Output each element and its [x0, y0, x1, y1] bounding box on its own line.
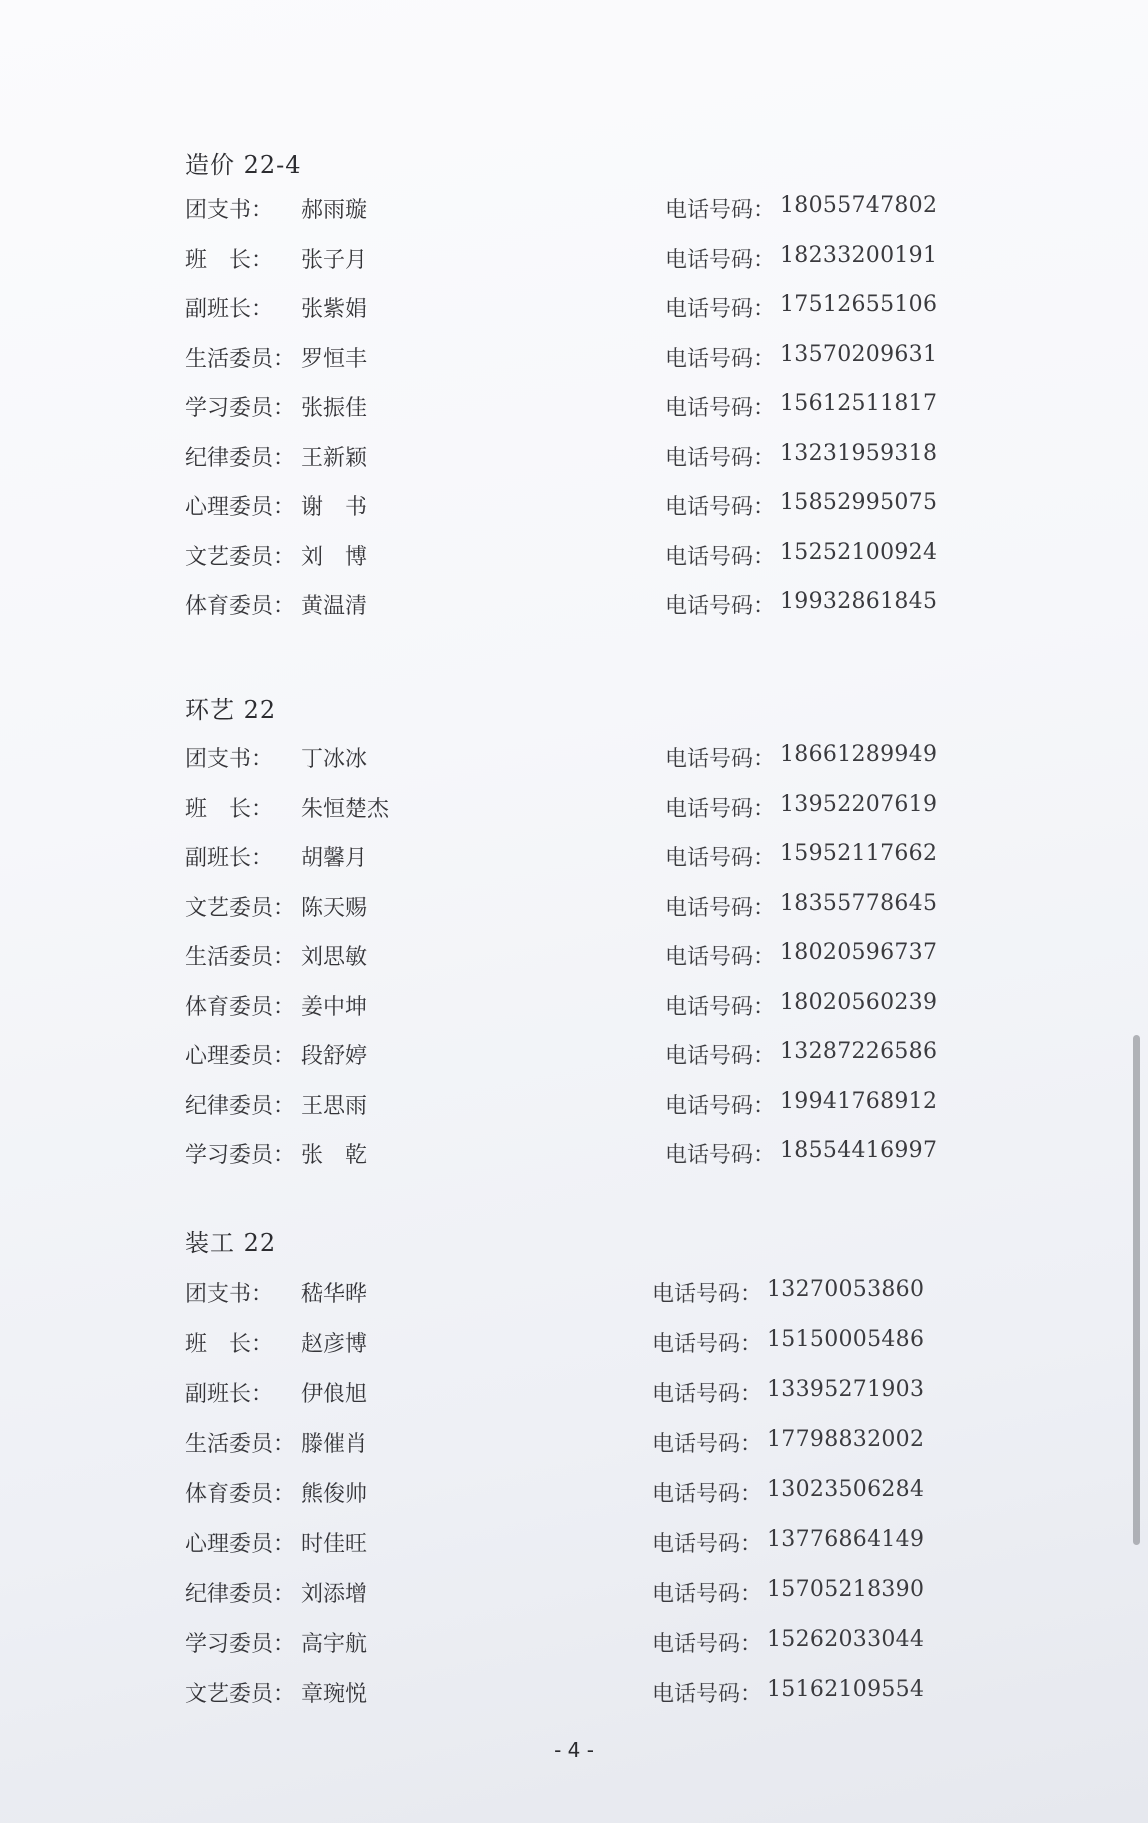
person-name: 高宇航 [301, 1632, 368, 1657]
contact-row [185, 891, 985, 925]
person-name: 王思雨 [301, 1093, 368, 1119]
phone-label: 电话号码： [665, 544, 776, 570]
person-name: 伊俍旭 [301, 1382, 368, 1407]
contact-row [185, 990, 985, 1024]
person-name: 熊俊帅 [301, 1482, 368, 1507]
phone-label: 电话号码： [652, 1582, 763, 1607]
person-name: 姜中坤 [301, 994, 368, 1020]
phone-label: 电话号码： [652, 1382, 763, 1407]
person-name: 嵇华晔 [301, 1282, 368, 1307]
person-name: 朱恒楚杰 [301, 796, 390, 822]
phone-number: 13231959318 [780, 440, 938, 466]
contact-row [185, 742, 985, 776]
person-name: 刘添增 [301, 1582, 368, 1607]
phone-number: 13570209631 [780, 341, 938, 367]
phone-label: 电话号码： [652, 1682, 763, 1707]
contact-row [185, 1327, 985, 1361]
phone-number: 13270053860 [767, 1277, 925, 1302]
contact-row [185, 243, 985, 277]
role-label: 团支书： [185, 198, 274, 223]
role-label: 班 长： [185, 247, 274, 273]
phone-label: 电话号码： [665, 396, 776, 421]
person-name: 刘思敏 [301, 945, 368, 970]
contact-row [185, 490, 985, 524]
role-label: 学习委员： [185, 1143, 296, 1168]
phone-label: 电话号码： [665, 247, 776, 273]
role-label: 副班长： [185, 846, 274, 871]
contact-row [185, 1277, 985, 1311]
contact-row [185, 1039, 985, 1073]
contact-row [185, 841, 985, 875]
person-name: 陈天赐 [301, 895, 368, 921]
role-label: 心理委员： [185, 1044, 296, 1069]
contact-row [185, 1377, 985, 1411]
phone-label: 电话号码： [665, 445, 776, 471]
page-number: - 4 - [554, 1738, 594, 1762]
role-label: 纪律委员： [185, 1093, 296, 1119]
role-label: 文艺委员： [185, 544, 296, 570]
role-label: 团支书： [185, 1282, 274, 1307]
person-name: 赵彦博 [301, 1332, 368, 1357]
phone-label: 电话号码： [652, 1632, 763, 1657]
person-name: 王新颖 [301, 445, 368, 471]
contact-row [185, 1677, 985, 1711]
phone-number: 15612511817 [780, 391, 938, 416]
role-label: 团支书： [185, 747, 274, 772]
contact-row [185, 792, 985, 826]
contact-row [185, 1627, 985, 1661]
phone-number: 18554416997 [780, 1138, 938, 1163]
role-label: 文艺委员： [185, 1682, 296, 1707]
phone-label: 电话号码： [652, 1532, 763, 1557]
phone-label: 电话号码： [665, 1143, 776, 1168]
phone-number: 13395271903 [767, 1377, 925, 1402]
section-title: 装工 22 [185, 1229, 277, 1257]
contact-row [185, 292, 985, 326]
phone-number: 13023506284 [767, 1477, 925, 1502]
role-label: 体育委员： [185, 1482, 296, 1507]
role-label: 纪律委员： [185, 1582, 296, 1607]
phone-label: 电话号码： [665, 346, 776, 372]
contact-row [185, 1138, 985, 1172]
contact-row [185, 1427, 985, 1461]
phone-label: 电话号码： [652, 1282, 763, 1307]
phone-label: 电话号码： [665, 747, 776, 772]
phone-number: 18233200191 [780, 242, 938, 268]
phone-label: 电话号码： [665, 846, 776, 871]
person-name: 胡馨月 [301, 846, 368, 871]
phone-number: 19932861845 [780, 589, 938, 614]
person-name: 章琬悦 [301, 1682, 368, 1707]
role-label: 副班长： [185, 1382, 274, 1407]
phone-number: 15150005486 [767, 1327, 925, 1352]
phone-number: 19941768912 [780, 1088, 938, 1114]
phone-label: 电话号码： [665, 1093, 776, 1119]
phone-label: 电话号码： [665, 297, 776, 322]
phone-number: 18020560239 [780, 989, 938, 1015]
person-name: 张子月 [301, 247, 368, 273]
phone-label: 电话号码： [652, 1332, 763, 1357]
phone-label: 电话号码： [665, 495, 776, 520]
role-label: 生活委员： [185, 945, 296, 970]
phone-label: 电话号码： [665, 594, 776, 619]
role-label: 文艺委员： [185, 895, 296, 921]
contact-row [185, 1089, 985, 1123]
role-label: 班 长： [185, 796, 274, 822]
contact-row [185, 441, 985, 475]
role-label: 学习委员： [185, 396, 296, 421]
phone-number: 15162109554 [767, 1677, 925, 1702]
contact-row [185, 940, 985, 974]
role-label: 生活委员： [185, 346, 296, 372]
phone-label: 电话号码： [665, 994, 776, 1020]
person-name: 罗恒丰 [301, 346, 368, 372]
phone-number: 18055747802 [780, 193, 938, 218]
section-title: 造价 22-4 [185, 151, 302, 179]
role-label: 班 长： [185, 1332, 274, 1357]
person-name: 刘 博 [301, 544, 368, 570]
phone-label: 电话号码： [665, 945, 776, 970]
role-label: 心理委员： [185, 495, 296, 520]
phone-number: 15852995075 [780, 490, 938, 515]
phone-number: 15262033044 [767, 1627, 925, 1652]
phone-label: 电话号码： [665, 796, 776, 822]
phone-number: 18661289949 [780, 742, 938, 767]
person-name: 滕催肖 [301, 1432, 368, 1457]
person-name: 黄温清 [301, 594, 368, 619]
contact-row [185, 540, 985, 574]
person-name: 张 乾 [301, 1143, 368, 1168]
role-label: 副班长： [185, 297, 274, 322]
phone-number: 18020596737 [780, 940, 938, 965]
phone-number: 15252100924 [780, 539, 938, 565]
person-name: 谢 书 [301, 495, 368, 520]
phone-label: 电话号码： [652, 1482, 763, 1507]
role-label: 心理委员： [185, 1532, 296, 1557]
person-name: 张振佳 [301, 396, 368, 421]
phone-number: 13287226586 [780, 1039, 938, 1064]
person-name: 段舒婷 [301, 1044, 368, 1069]
contact-row [185, 193, 985, 227]
phone-number: 15705218390 [767, 1577, 925, 1602]
section-title: 环艺 22 [185, 696, 277, 724]
phone-number: 17512655106 [780, 292, 938, 317]
role-label: 生活委员： [185, 1432, 296, 1457]
contact-row [185, 342, 985, 376]
person-name: 丁冰冰 [301, 747, 368, 772]
phone-label: 电话号码： [665, 1044, 776, 1069]
person-name: 时佳旺 [301, 1532, 368, 1557]
person-name: 郝雨璇 [301, 198, 368, 223]
phone-label: 电话号码： [665, 895, 776, 921]
phone-label: 电话号码： [665, 198, 776, 223]
contact-row [185, 1577, 985, 1611]
person-name: 张紫娟 [301, 297, 368, 322]
phone-number: 13776864149 [767, 1527, 925, 1552]
phone-number: 15952117662 [780, 841, 938, 866]
contact-row [185, 391, 985, 425]
contact-row [185, 589, 985, 623]
role-label: 体育委员： [185, 594, 296, 619]
role-label: 学习委员： [185, 1632, 296, 1657]
phone-label: 电话号码： [652, 1432, 763, 1457]
phone-number: 17798832002 [767, 1427, 925, 1452]
phone-number: 18355778645 [780, 890, 938, 916]
role-label: 纪律委员： [185, 445, 296, 471]
role-label: 体育委员： [185, 994, 296, 1020]
phone-number: 13952207619 [780, 791, 938, 817]
contact-row [185, 1527, 985, 1561]
contact-row [185, 1477, 985, 1511]
vertical-scrollbar-thumb[interactable] [1133, 1035, 1140, 1545]
